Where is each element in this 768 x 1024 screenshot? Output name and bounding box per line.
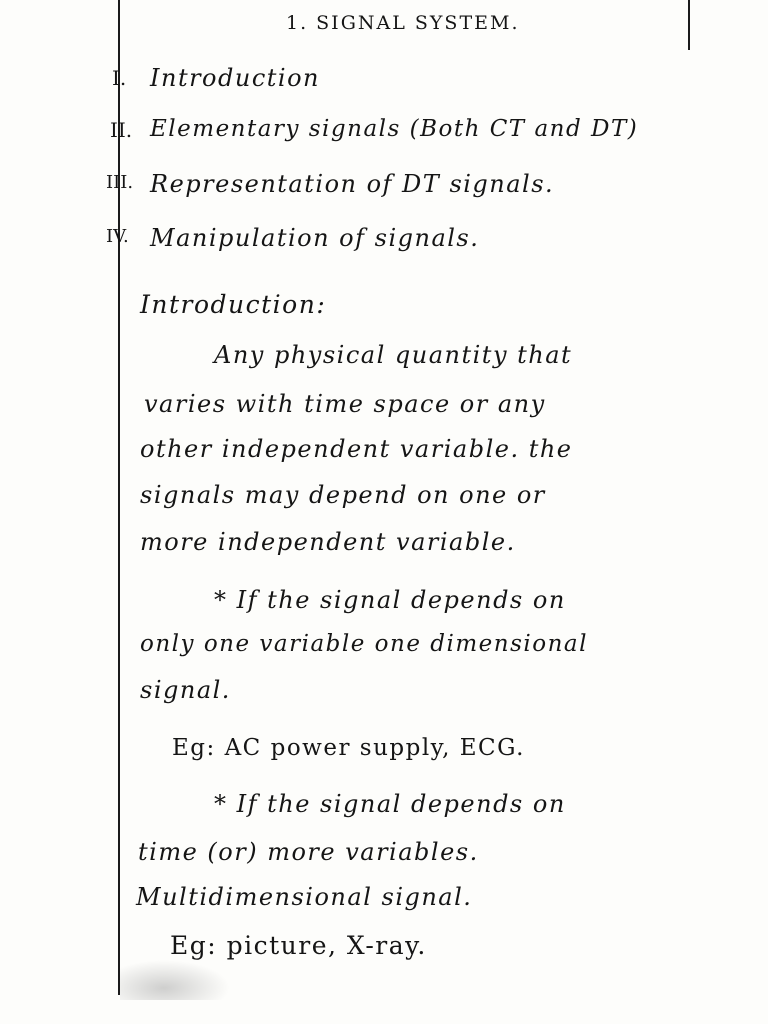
body-line-3: other independent variable. the xyxy=(140,435,573,463)
margin-line xyxy=(118,0,120,995)
body-line-11: Multidimensional signal. xyxy=(136,883,473,911)
contents-item-manipulation: Manipulation of signals. xyxy=(150,224,480,252)
body-line-5: more independent variable. xyxy=(140,528,516,556)
body-line-4: signals may depend on one or xyxy=(140,481,546,509)
body-line-7: only one variable one dimensional xyxy=(140,631,588,657)
body-line-2: varies with time space or any xyxy=(144,390,546,418)
page-shadow xyxy=(120,960,230,1000)
numeral-3: III. xyxy=(106,172,134,193)
numeral-1: I. xyxy=(112,66,127,90)
example-2: Eg: picture, X-ray. xyxy=(170,931,427,960)
numeral-2: II. xyxy=(110,118,133,142)
page-title: 1. SIGNAL SYSTEM. xyxy=(286,12,520,34)
body-line-9: * If the signal depends on xyxy=(214,790,566,818)
body-line-1: Any physical quantity that xyxy=(214,341,573,369)
body-line-10: time (or) more variables. xyxy=(138,838,479,866)
contents-item-representation: Representation of DT signals. xyxy=(150,170,555,198)
contents-item-introduction: Introduction xyxy=(150,64,320,92)
numeral-4: IV. xyxy=(106,226,129,247)
example-1: Eg: AC power supply, ECG. xyxy=(172,735,525,761)
body-line-6: * If the signal depends on xyxy=(214,586,566,614)
body-line-8: signal. xyxy=(140,676,231,704)
section-heading: Introduction: xyxy=(140,290,327,319)
contents-item-elementary-signals: Elementary signals (Both CT and DT) xyxy=(150,116,639,142)
page-edge-line xyxy=(688,0,690,50)
